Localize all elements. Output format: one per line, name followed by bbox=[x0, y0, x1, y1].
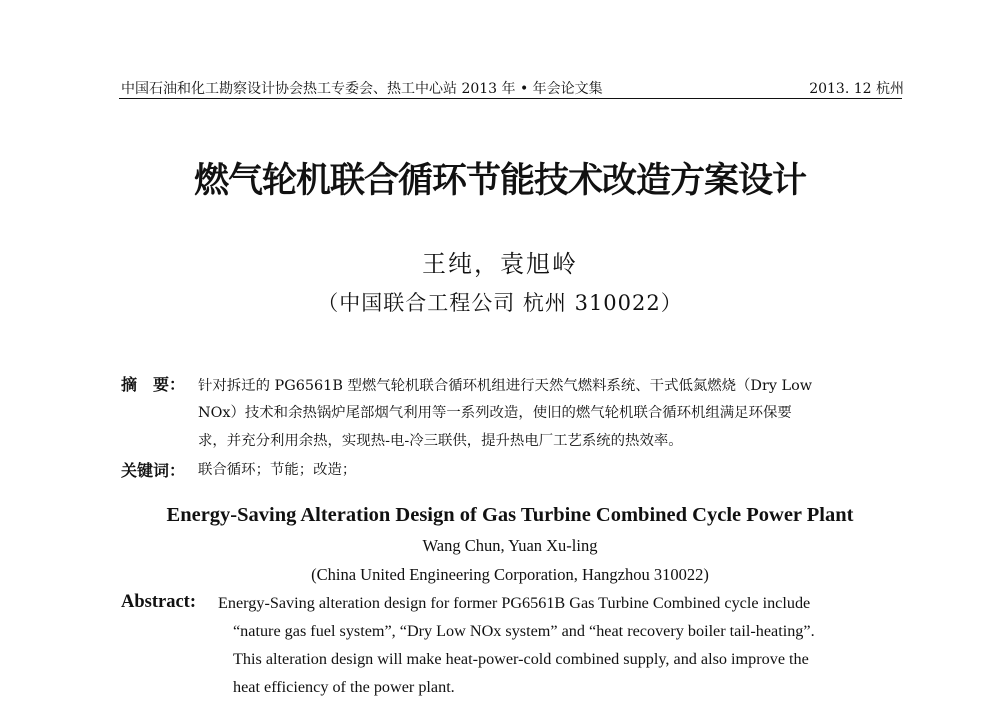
paper-title-cn: 燃气轮机联合循环节能技术改造方案设计 bbox=[193, 161, 806, 201]
keywords-cn-text: 联合循环；节能；改造； bbox=[198, 462, 357, 478]
abstract-cn-line: 针对拆迁的 PG6561B 型燃气轮机联合循环机组进行天然气燃料系统、干式低氮燃烧（Dry Low bbox=[198, 378, 813, 394]
abstract-cn-line: 求，并充分利用余热，实现热-电-冷三联供，提升热电厂工艺系统的热效率。 bbox=[198, 433, 683, 449]
authors-en: Wang Chun, Yuan Xu-ling bbox=[422, 536, 598, 555]
abstract-en-line: Energy-Saving alteration design for former PG6561B Gas Turbine Combined cycle include bbox=[218, 594, 811, 612]
header-rule bbox=[119, 98, 902, 99]
authors-cn: 王纯，袁旭岭 bbox=[422, 250, 578, 278]
abstract-en-label: Abstract: bbox=[121, 592, 197, 612]
affiliation-cn: （中国联合工程公司 杭州 310022） bbox=[317, 291, 683, 315]
abstract-cn-label: 摘 要： bbox=[121, 375, 186, 394]
abstract-en-line: “nature gas fuel system”, “Dry Low NOx system” and “heat recovery boiler tail-heating”. bbox=[233, 622, 815, 640]
affiliation-en: (China United Engineering Corporation, Hangzhou 310022) bbox=[311, 565, 709, 584]
keywords-cn-label: 关键词： bbox=[121, 461, 186, 480]
header-proceedings-title: 中国石油和化工勘察设计协会热工专委会、热工中心站 2013 年 • 年会论文集 bbox=[121, 81, 603, 97]
paper-title-en: Energy-Saving Alteration Design of Gas Turbine Combined Cycle Power Plant bbox=[166, 504, 854, 526]
abstract-en-line: heat efficiency of the power plant. bbox=[233, 678, 455, 696]
abstract-cn-line: NOx）技术和余热锅炉尾部烟气利用等一系列改造，使旧的燃气轮机联合循环机组满足环保要 bbox=[198, 405, 792, 421]
abstract-en-line: This alteration design will make heat-power-cold combined supply, and also improve the bbox=[233, 650, 809, 668]
header-date-location: 2013. 12 杭州 bbox=[809, 81, 904, 97]
